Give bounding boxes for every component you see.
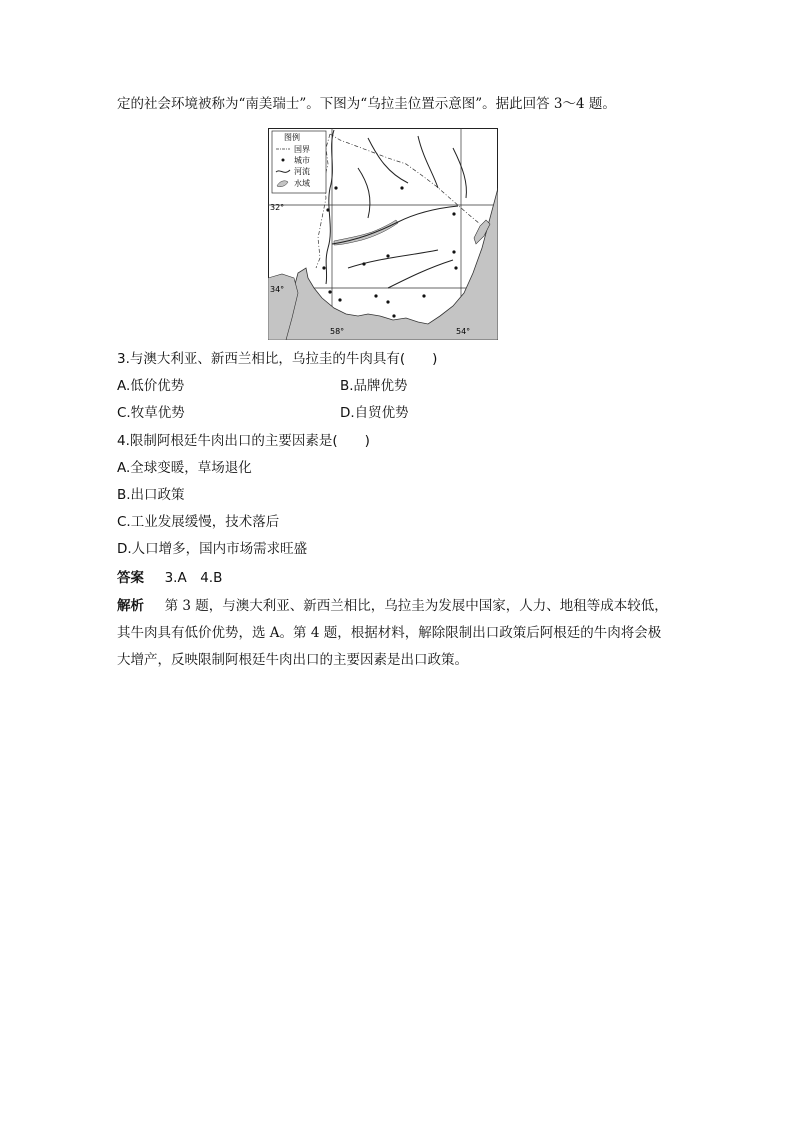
- q3-option-b[interactable]: B.品牌优势: [340, 378, 408, 394]
- city-dot: [328, 290, 331, 293]
- city-dot: [386, 254, 389, 257]
- uruguay-location-map: [268, 128, 498, 340]
- city-dot: [454, 266, 457, 269]
- analysis-line-1: [117, 596, 668, 616]
- legend-item-water: 水域: [294, 179, 310, 188]
- city-dot: [452, 212, 455, 215]
- city-dot: [326, 208, 329, 211]
- city-dot: [422, 294, 425, 297]
- legend-title: 图例: [284, 133, 300, 142]
- city-dot: [334, 186, 337, 189]
- city-dot: [452, 250, 455, 253]
- city-dot: [338, 298, 341, 301]
- city-dot: [400, 186, 403, 189]
- q4-option-a[interactable]: A.全球变暖，草场退化: [117, 460, 252, 476]
- legend-item-river: 河流: [294, 167, 310, 176]
- analysis-line-2: 其牛肉具有低价优势，选 A。第 4 题，根据材料，解除限制出口政策后阿根廷的牛肉将会极: [117, 625, 662, 641]
- q3-option-c[interactable]: C.牧草优势: [117, 405, 185, 421]
- intro-text: 定的社会环境被称为“南美瑞士”。下图为“乌拉圭位置示意图”。据此回答 3～4 题。: [117, 96, 616, 112]
- lat-label-34: 34°: [270, 285, 285, 294]
- city-dot: [374, 294, 377, 297]
- q4-stem: 4.限制阿根廷牛肉出口的主要因素是( ): [117, 433, 370, 449]
- analysis-text-1: 第 3 题，与澳大利亚、新西兰相比，乌拉圭为发展中国家，人力、地租等成本较低，: [164, 598, 668, 614]
- city-dot: [392, 314, 395, 317]
- legend-item-city: 城市: [294, 156, 310, 165]
- legend-item-border: 国界: [294, 145, 310, 154]
- city-dot: [322, 266, 325, 269]
- lon-label-54: 54°: [456, 327, 471, 336]
- city-dot: [386, 300, 389, 303]
- q4-option-b[interactable]: B.出口政策: [117, 487, 185, 503]
- q3-stem: 3.与澳大利亚、新西兰相比，乌拉圭的牛肉具有( ): [117, 351, 438, 367]
- answer-row: [117, 568, 222, 588]
- q4-option-d[interactable]: D.人口增多，国内市场需求旺盛: [117, 541, 308, 557]
- q3-option-a[interactable]: A.低价优势: [117, 378, 185, 394]
- city-dot: [362, 262, 365, 265]
- q3-option-d[interactable]: D.自贸优势: [340, 405, 409, 421]
- lat-label-32: 32°: [270, 203, 285, 212]
- analysis-label: 解析: [117, 598, 144, 614]
- answer-value: 3.A 4.B: [164, 570, 223, 586]
- lon-label-58: 58°: [330, 327, 345, 336]
- q4-option-c[interactable]: C.工业发展缓慢，技术落后: [117, 514, 280, 530]
- analysis-line-3: 大增产，反映限制阿根廷牛肉出口的主要因素是出口政策。: [117, 652, 468, 668]
- answer-label: 答案: [117, 570, 144, 586]
